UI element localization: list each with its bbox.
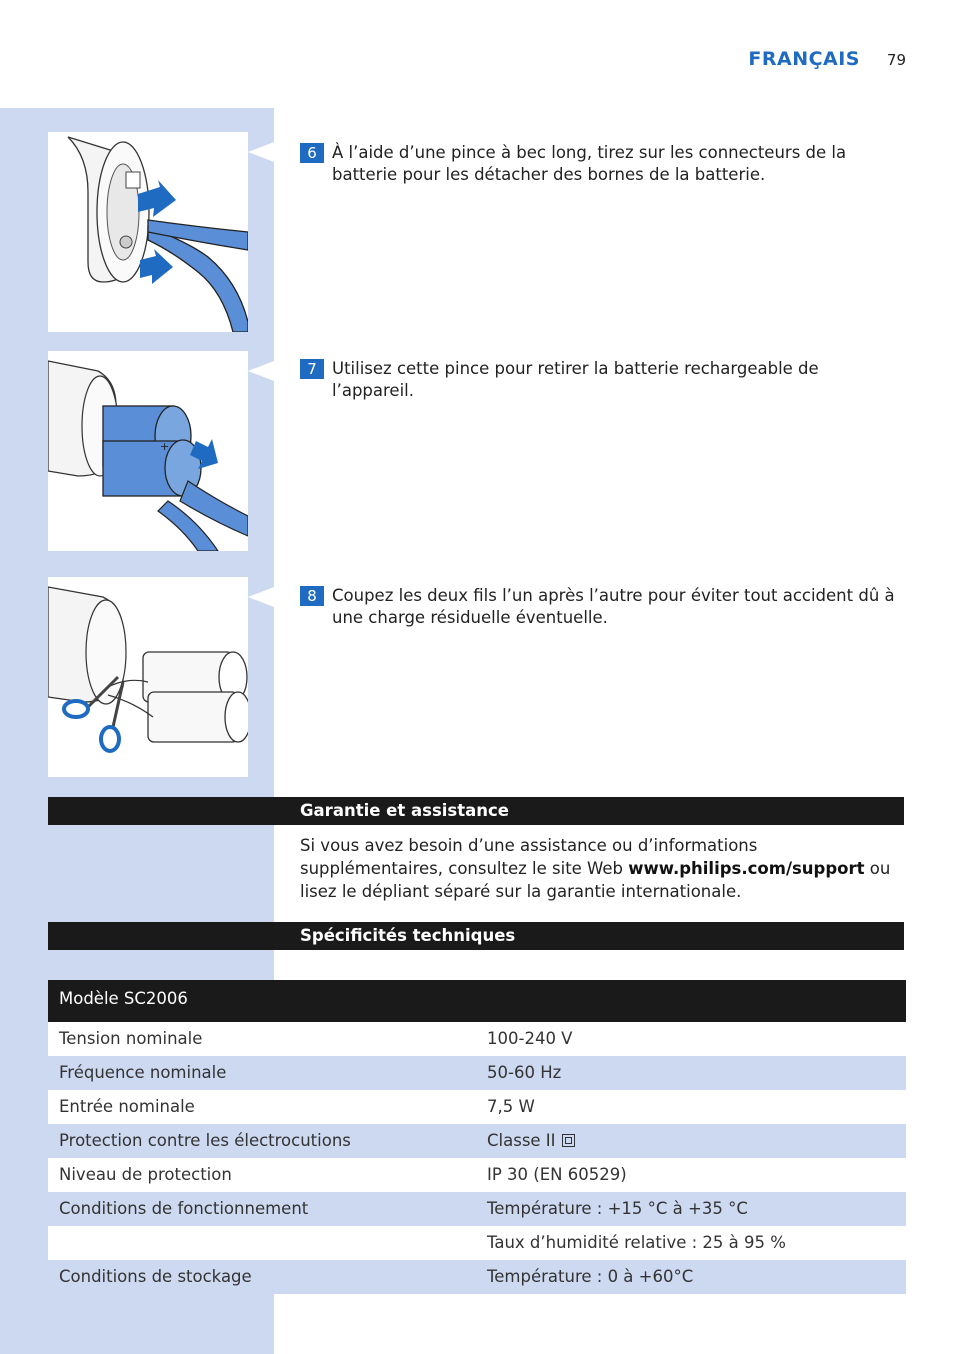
spec-value: Classe II: [487, 1131, 556, 1150]
spec-label: Fréquence nominale: [59, 1063, 227, 1082]
illustration-pliers-connectors: [48, 132, 248, 332]
spec-table-header: Modèle SC2006: [48, 980, 906, 1022]
spec-value: 7,5 W: [487, 1097, 535, 1116]
spec-value: Température : 0 à +60°C: [487, 1267, 694, 1286]
spec-label: Protection contre les électrocutions: [59, 1131, 351, 1150]
illustration-cutting-wires: [48, 577, 248, 777]
section-title: Spécificités techniques: [300, 926, 516, 945]
section-title: Garantie et assistance: [300, 801, 509, 820]
table-row: [48, 1022, 906, 1056]
figure-pointer: [248, 587, 274, 607]
table-row: [48, 1158, 906, 1192]
page-number: 79: [886, 51, 906, 69]
figure-pointer: [248, 142, 274, 162]
spec-value: 50-60 Hz: [487, 1063, 562, 1082]
language-header: FRANÇAIS: [748, 48, 860, 70]
warranty-text: ou lisez le dépliant séparé sur la garantie internationale.: [300, 859, 891, 901]
table-row: [48, 1056, 906, 1090]
step-text: Utilisez cette pince pour retirer la batterie rechargeable de l’appareil.: [332, 359, 819, 400]
step-number-badge: 6: [300, 143, 324, 163]
figure-pointer: [248, 361, 274, 381]
section-header-warranty: [48, 797, 904, 825]
spec-value: Température : +15 °C à +35 °C: [487, 1199, 748, 1218]
step-7: [300, 358, 910, 402]
spec-label: Tension nominale: [59, 1029, 203, 1048]
support-url-link[interactable]: www.philips.com/support: [628, 859, 865, 878]
step-number-badge: 8: [300, 586, 324, 606]
illustration-battery-removal: [48, 351, 248, 551]
table-row: [48, 1260, 906, 1294]
spec-label: Conditions de stockage: [59, 1267, 252, 1286]
spec-label: Conditions de fonctionnement: [59, 1199, 309, 1218]
step-8: [300, 585, 910, 629]
step-number-badge: 7: [300, 359, 324, 379]
step-text: À l’aide d’une pince à bec long, tirez sur les connecteurs de la batterie pour les détacher des bornes de la batterie.: [332, 143, 847, 184]
spec-value: 100-240 V: [487, 1029, 573, 1048]
table-row: [48, 1192, 906, 1226]
double-insulation-icon: [562, 1134, 575, 1147]
step-6: [300, 142, 910, 186]
section-header-specs: [48, 922, 904, 950]
table-row: [48, 1124, 906, 1158]
warranty-text: Si vous avez besoin d’une assistance ou d’informations supplémentaires, consultez le site Web: [300, 836, 758, 878]
spec-table: [48, 980, 906, 1294]
warranty-paragraph: [300, 834, 900, 903]
spec-value: Taux d’humidité relative : 25 à 95 %: [487, 1233, 786, 1252]
table-row: [48, 1226, 906, 1260]
spec-label: Niveau de protection: [59, 1165, 232, 1184]
spec-label: Entrée nominale: [59, 1097, 195, 1116]
svg-text:+: +: [160, 440, 170, 453]
step-text: Coupez les deux fils l’un après l’autre pour éviter tout accident dû à une charge résiduelle éventuelle.: [332, 586, 895, 627]
spec-value-with-icon: [487, 1124, 575, 1158]
spec-value: IP 30 (EN 60529): [487, 1165, 627, 1184]
table-row: [48, 1090, 906, 1124]
